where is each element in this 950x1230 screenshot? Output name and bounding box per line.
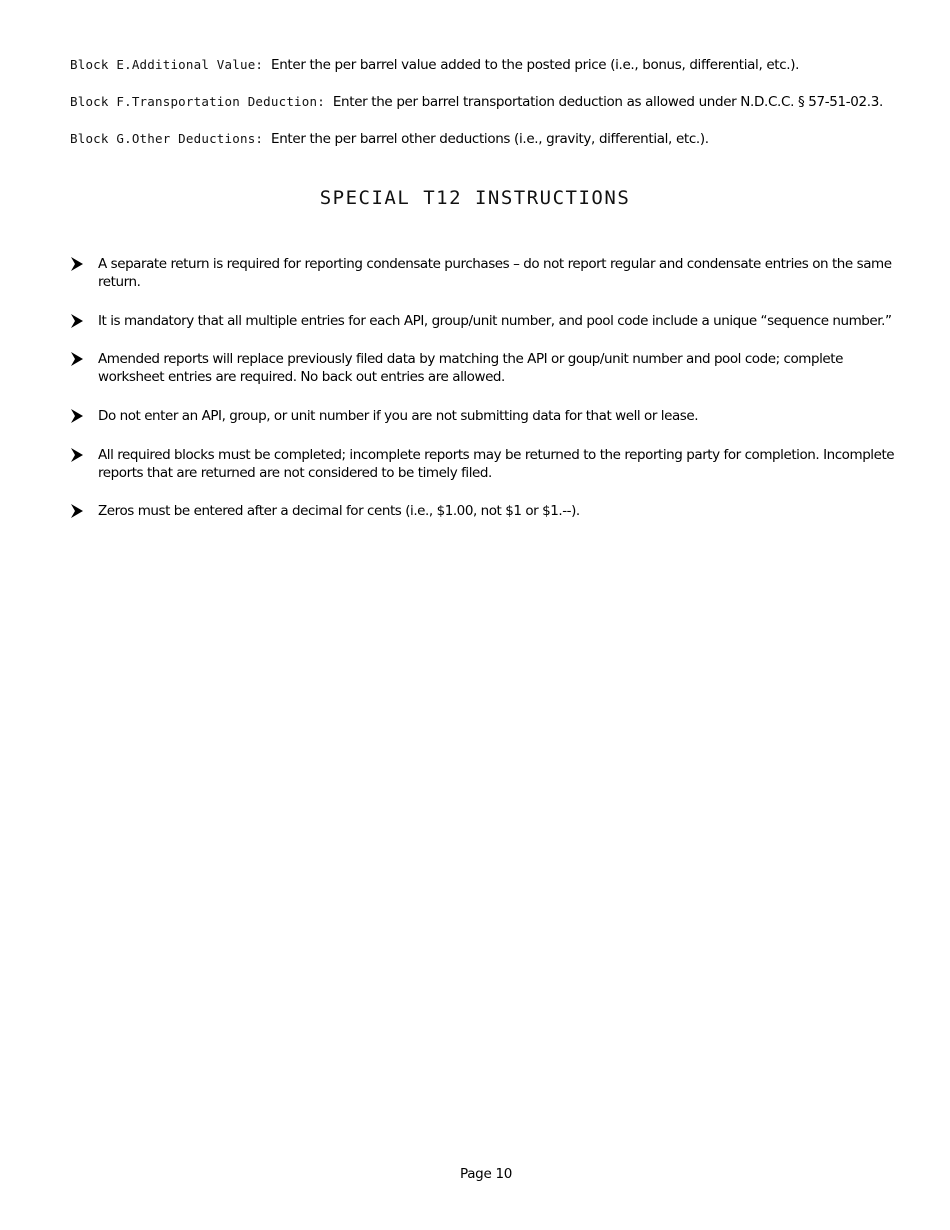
block-g-text: Enter the per barrel other deductions (i.e., gravity, differential, etc.). [271, 131, 709, 147]
block-g-label: Block G. [70, 131, 132, 146]
section-title: SPECIAL T12 INSTRUCTIONS [319, 187, 631, 209]
arrowhead-bullet-icon [70, 351, 84, 367]
arrowhead-bullet-icon [70, 447, 84, 463]
arrowhead-bullet-icon [70, 408, 84, 424]
instruction-text: Do not enter an API, group, or unit number if you are not submitting data for that well or lease. [98, 408, 699, 424]
block-f-text: Enter the per barrel transportation deduction as allowed under N.D.C.C. § 57-51-02.3. [332, 94, 883, 110]
block-e-name: Additional Value: [131, 57, 264, 72]
block-f-label: Block F. [70, 94, 132, 109]
arrowhead-bullet-icon [70, 503, 84, 519]
instruction-text: A separate return is required for reporting condensate purchases – do not report regular and condensate entries on the same return. [98, 256, 892, 290]
instruction-text: Zeros must be entered after a decimal for cents (i.e., $1.00, not $1 or $1.--). [98, 503, 580, 519]
arrowhead-bullet-icon [70, 313, 84, 329]
instruction-text: It is mandatory that all multiple entries for each API, group/unit number, and pool code include a unique “sequence number.” [98, 313, 892, 329]
block-f-line [70, 93, 920, 111]
block-g-line [70, 130, 920, 148]
instruction-text: All required blocks must be completed; incomplete reports may be returned to the reporting party for completion. Incomplete reports that are returned are not considered to be timely filed. [98, 447, 895, 481]
block-g-name: Other Deductions: [131, 131, 264, 146]
block-e-line [70, 56, 920, 74]
instruction-text: Amended reports will replace previously filed data by matching the API or goup/unit number and pool code; complete worksheet entries are required. No back out entries are allowed. [98, 351, 843, 385]
block-e-label: Block E. [70, 57, 132, 72]
page-number: Page 10 [459, 1166, 513, 1182]
arrowhead-bullet-icon [70, 256, 84, 272]
block-f-name: Transportation Deduction: [131, 94, 325, 109]
block-e-text: Enter the per barrel value added to the posted price (i.e., bonus, differential, etc.). [271, 57, 800, 73]
